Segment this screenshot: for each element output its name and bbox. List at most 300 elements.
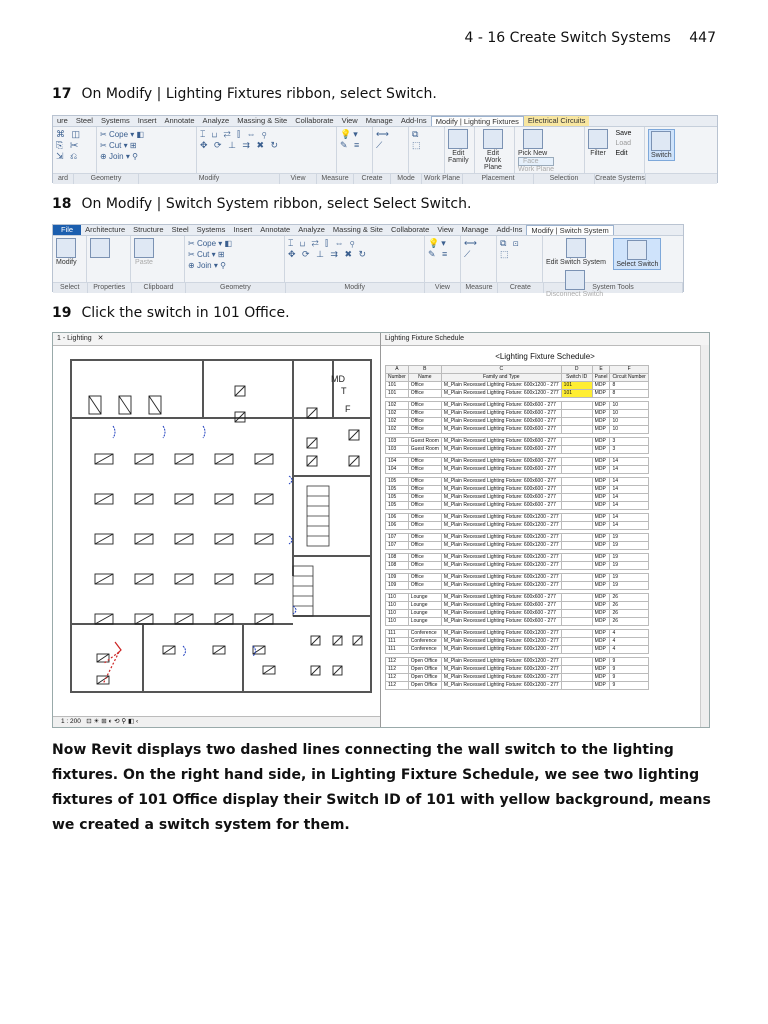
tab-collaborate[interactable]: Collaborate	[390, 225, 430, 234]
tab-architecture[interactable]: Architecture	[85, 225, 126, 234]
table-cell[interactable]: 101	[561, 390, 592, 398]
schedule-tab[interactable]: Lighting Fixture Schedule	[381, 333, 709, 346]
table-cell[interactable]: M_Plain Recessed Lighting Fixture: 600x1200 - 277	[441, 522, 561, 530]
table-row[interactable]	[386, 562, 649, 570]
table-cell[interactable]	[561, 582, 592, 590]
table-cell[interactable]	[561, 666, 592, 674]
table-row[interactable]	[386, 494, 649, 502]
table-row[interactable]	[386, 418, 649, 426]
table-cell[interactable]: 10	[610, 418, 648, 426]
table-cell[interactable]: Guest Room	[408, 446, 441, 454]
tab-manage[interactable]: Manage	[365, 116, 393, 125]
table-row[interactable]	[386, 522, 649, 530]
table-row[interactable]	[386, 574, 649, 582]
fixture-diagonal	[95, 494, 113, 504]
table-cell[interactable]: Office	[408, 582, 441, 590]
table-cell[interactable]: MDP	[592, 494, 610, 502]
edit-switch-system-button[interactable]: Edit Switch System	[546, 238, 606, 266]
table-cell[interactable]: MDP	[592, 438, 610, 446]
table-cell[interactable]	[561, 426, 592, 434]
table-cell[interactable]: M_Plain Recessed Lighting Fixture: 600x600 - 277	[441, 418, 561, 426]
table-cell[interactable]	[561, 494, 592, 502]
table-cell[interactable]: 110	[386, 618, 409, 626]
table-cell[interactable]: M_Plain Recessed Lighting Fixture: 600x600 - 277	[441, 486, 561, 494]
table-cell[interactable]: M_Plain Recessed Lighting Fixture: 600x1200 - 277	[441, 574, 561, 582]
table-cell[interactable]: MDP	[592, 534, 610, 542]
tab-analyze[interactable]: Analyze	[202, 116, 230, 125]
table-cell[interactable]: Office	[408, 542, 441, 550]
join-button[interactable]: Join	[108, 152, 124, 161]
paste-button[interactable]: Paste	[134, 238, 154, 266]
table-cell[interactable]	[561, 522, 592, 530]
cope-button[interactable]: Cope	[108, 130, 129, 139]
table-cell[interactable]	[561, 466, 592, 474]
table-cell[interactable]: 14	[610, 458, 648, 466]
table-cell[interactable]: 14	[610, 522, 648, 530]
table-cell[interactable]: 112	[386, 666, 409, 674]
table-row[interactable]	[386, 682, 649, 690]
table-cell[interactable]: M_Plain Recessed Lighting Fixture: 600x600 - 277	[441, 594, 561, 602]
tab-structure[interactable]: Structure	[133, 225, 164, 234]
table-row[interactable]	[386, 458, 649, 466]
scale-label[interactable]: 1 : 200	[61, 718, 81, 725]
tab-add-ins[interactable]: Add-Ins	[496, 225, 523, 234]
table-cell[interactable]: 111	[386, 630, 409, 638]
table-cell[interactable]: 9	[610, 658, 648, 666]
table-cell[interactable]: 111	[386, 638, 409, 646]
table-cell[interactable]: Open Office	[408, 666, 441, 674]
table-row[interactable]	[386, 582, 649, 590]
table-cell[interactable]: 9	[610, 682, 648, 690]
table-cell[interactable]: 10	[610, 402, 648, 410]
table-cell[interactable]	[561, 438, 592, 446]
table-cell[interactable]: M_Plain Recessed Lighting Fixture: 600x1200 - 277	[441, 382, 561, 390]
panel-label: Create	[498, 283, 544, 293]
table-cell[interactable]: MDP	[592, 446, 610, 454]
table-cell[interactable]: 104	[386, 466, 409, 474]
table-cell[interactable]	[561, 542, 592, 550]
table-cell[interactable]	[561, 630, 592, 638]
table-cell[interactable]	[561, 446, 592, 454]
table-cell[interactable]: M_Plain Recessed Lighting Fixture: 600x600 - 277	[441, 502, 561, 510]
table-cell[interactable]: Office	[408, 494, 441, 502]
panel-label: Properties	[88, 283, 132, 293]
table-cell[interactable]: 9	[610, 674, 648, 682]
table-cell[interactable]: M_Plain Recessed Lighting Fixture: 600x1200 - 277	[441, 562, 561, 570]
table-row[interactable]	[386, 438, 649, 446]
table-cell[interactable]: Office	[408, 382, 441, 390]
table-cell[interactable]: Lounge	[408, 610, 441, 618]
table-cell[interactable]	[561, 618, 592, 626]
tab-modify-lighting-fixtures[interactable]: Modify | Lighting Fixtures	[431, 116, 524, 126]
table-cell[interactable]: Office	[408, 514, 441, 522]
table-row[interactable]	[386, 466, 649, 474]
table-cell[interactable]: Office	[408, 410, 441, 418]
table-cell[interactable]	[561, 638, 592, 646]
table-row[interactable]	[386, 426, 649, 434]
table-cell[interactable]: M_Plain Recessed Lighting Fixture: 600x1200 - 277	[441, 554, 561, 562]
table-cell[interactable]: 101	[561, 382, 592, 390]
tab-collaborate[interactable]: Collaborate	[295, 116, 334, 125]
table-cell[interactable]: Office	[408, 486, 441, 494]
table-cell[interactable]: MDP	[592, 478, 610, 486]
table-cell[interactable]: 102	[386, 410, 409, 418]
table-cell[interactable]	[561, 682, 592, 690]
tab-systems[interactable]: Systems	[196, 225, 226, 234]
table-cell[interactable]	[561, 674, 592, 682]
table-row[interactable]	[386, 618, 649, 626]
table-cell[interactable]: 112	[386, 674, 409, 682]
table-cell[interactable]: M_Plain Recessed Lighting Fixture: 600x1200 - 277	[441, 514, 561, 522]
table-cell[interactable]: 3	[610, 438, 648, 446]
table-row[interactable]	[386, 602, 649, 610]
table-cell[interactable]: M_Plain Recessed Lighting Fixture: 600x1200 - 277	[441, 542, 561, 550]
tab-view[interactable]: View	[341, 116, 358, 125]
table-row[interactable]	[386, 638, 649, 646]
tab-steel[interactable]: Steel	[171, 225, 189, 234]
load-button[interactable]: Load	[615, 140, 632, 147]
close-icon[interactable]: ✕	[97, 335, 104, 342]
table-cell[interactable]: 105	[386, 494, 409, 502]
table-cell[interactable]: Office	[408, 554, 441, 562]
tab-insert[interactable]: Insert	[137, 116, 157, 125]
tab-systems[interactable]: Systems	[100, 116, 130, 125]
table-cell[interactable]: MDP	[592, 658, 610, 666]
table-cell[interactable]: 9	[610, 666, 648, 674]
table-cell[interactable]: M_Plain Recessed Lighting Fixture: 600x1200 - 277	[441, 646, 561, 654]
table-cell[interactable]: 103	[386, 446, 409, 454]
table-cell[interactable]: 102	[386, 402, 409, 410]
table-cell[interactable]: 105	[386, 478, 409, 486]
tab-electrical-circuits[interactable]: Electrical Circuits	[524, 116, 590, 126]
table-cell[interactable]: Office	[408, 390, 441, 398]
table-cell[interactable]: MDP	[592, 582, 610, 590]
tab-annotate[interactable]: Annotate	[164, 116, 195, 125]
table-cell[interactable]	[561, 502, 592, 510]
filter-button[interactable]: Filter	[588, 129, 608, 157]
table-cell[interactable]: 112	[386, 682, 409, 690]
table-cell[interactable]: MDP	[592, 514, 610, 522]
table-cell[interactable]: 108	[386, 562, 409, 570]
table-cell[interactable]: Office	[408, 534, 441, 542]
table-cell[interactable]: 110	[386, 602, 409, 610]
table-cell[interactable]: Office	[408, 522, 441, 530]
table-cell[interactable]: M_Plain Recessed Lighting Fixture: 600x1200 - 277	[441, 582, 561, 590]
table-cell[interactable]: MDP	[592, 390, 610, 398]
table-row[interactable]	[386, 478, 649, 486]
table-cell[interactable]: Office	[408, 562, 441, 570]
schedule-table[interactable]	[385, 365, 649, 690]
table-cell[interactable]: Office	[408, 458, 441, 466]
table-cell[interactable]: Conference	[408, 638, 441, 646]
table-cell[interactable]: 3	[610, 446, 648, 454]
table-row[interactable]	[386, 514, 649, 522]
tab-annotate[interactable]: Annotate	[260, 225, 291, 234]
table-cell[interactable]: MDP	[592, 458, 610, 466]
table-cell[interactable]: Conference	[408, 630, 441, 638]
table-cell[interactable]: MDP	[592, 666, 610, 674]
table-cell[interactable]: 14	[610, 502, 648, 510]
edit-button[interactable]: Edit	[615, 150, 628, 157]
table-cell[interactable]: MDP	[592, 682, 610, 690]
table-cell[interactable]	[561, 554, 592, 562]
table-cell[interactable]: 4	[610, 638, 648, 646]
table-cell[interactable]: MDP	[592, 618, 610, 626]
table-row[interactable]	[386, 542, 649, 550]
tab-analyze[interactable]: Analyze	[298, 225, 325, 234]
table-cell[interactable]: M_Plain Recessed Lighting Fixture: 600x600 - 277	[441, 466, 561, 474]
table-cell[interactable]: Office	[408, 502, 441, 510]
column-header[interactable]: Switch ID	[561, 374, 592, 382]
table-cell[interactable]: 26	[610, 594, 648, 602]
table-cell[interactable]: MDP	[592, 554, 610, 562]
table-cell[interactable]: MDP	[592, 426, 610, 434]
table-row[interactable]	[386, 610, 649, 618]
table-cell[interactable]: MDP	[592, 602, 610, 610]
table-cell[interactable]	[561, 478, 592, 486]
table-cell[interactable]: 8	[610, 382, 648, 390]
table-cell[interactable]: 105	[386, 486, 409, 494]
column-header[interactable]: Name	[408, 374, 441, 382]
table-cell[interactable]: MDP	[592, 594, 610, 602]
table-cell[interactable]: M_Plain Recessed Lighting Fixture: 600x1200 - 277	[441, 674, 561, 682]
table-row[interactable]	[386, 658, 649, 666]
table-cell[interactable]: MDP	[592, 638, 610, 646]
fixture-diagonal	[95, 614, 113, 624]
edit-work-plane-button[interactable]: Edit Work Plane	[478, 129, 508, 171]
table-cell[interactable]	[561, 486, 592, 494]
table-row[interactable]	[386, 446, 649, 454]
table-cell[interactable]: 19	[610, 554, 648, 562]
table-cell[interactable]: Office	[408, 478, 441, 486]
table-cell[interactable]: M_Plain Recessed Lighting Fixture: 600x600 - 277	[441, 458, 561, 466]
table-cell[interactable]: MDP	[592, 486, 610, 494]
table-cell[interactable]: MDP	[592, 562, 610, 570]
table-cell[interactable]: MDP	[592, 674, 610, 682]
table-cell[interactable]: 19	[610, 582, 648, 590]
table-cell[interactable]: Office	[408, 402, 441, 410]
edit-family-button[interactable]: Edit Family	[448, 129, 469, 164]
column-header[interactable]: Family and Type	[441, 374, 561, 382]
modify-button[interactable]: Modify	[56, 238, 77, 266]
table-row[interactable]	[386, 502, 649, 510]
table-cell[interactable]: M_Plain Recessed Lighting Fixture: 600x600 - 277	[441, 610, 561, 618]
table-row[interactable]	[386, 630, 649, 638]
table-row[interactable]	[386, 410, 649, 418]
table-cell[interactable]: 106	[386, 514, 409, 522]
table-cell[interactable]	[561, 418, 592, 426]
table-cell[interactable]: 107	[386, 534, 409, 542]
table-row[interactable]	[386, 390, 649, 398]
table-cell[interactable]: MDP	[592, 542, 610, 550]
table-cell[interactable]: 110	[386, 594, 409, 602]
tab-file[interactable]: File	[53, 225, 81, 235]
table-cell[interactable]: 107	[386, 542, 409, 550]
table-cell[interactable]: MDP	[592, 502, 610, 510]
table-cell[interactable]: Lounge	[408, 594, 441, 602]
column-header[interactable]: Panel	[592, 374, 610, 382]
fixture-diagonal	[349, 430, 359, 440]
table-cell[interactable]: 14	[610, 494, 648, 502]
table-cell[interactable]: Conference	[408, 646, 441, 654]
properties-button[interactable]	[90, 238, 110, 259]
join-button[interactable]: Join	[196, 261, 212, 270]
cut-button[interactable]: Cut	[108, 141, 122, 150]
table-cell[interactable]: 14	[610, 478, 648, 486]
table-row[interactable]	[386, 402, 649, 410]
select-switch-button[interactable]: Select Switch	[613, 238, 661, 270]
table-cell[interactable]: 102	[386, 426, 409, 434]
table-cell[interactable]: MDP	[592, 646, 610, 654]
tab-view[interactable]: View	[437, 225, 454, 234]
table-cell[interactable]	[561, 514, 592, 522]
view-control-bar[interactable]: 1 : 200 ⊡ ☀ ⊞ ◐ ⟲ ⚲ ◧ ‹	[53, 716, 380, 727]
table-row[interactable]	[386, 666, 649, 674]
table-cell[interactable]: 108	[386, 554, 409, 562]
table-cell[interactable]: 103	[386, 438, 409, 446]
table-row[interactable]	[386, 646, 649, 654]
tab-add-ins[interactable]: Add-Ins	[400, 116, 427, 125]
table-cell[interactable]: 10	[610, 410, 648, 418]
table-cell[interactable]	[561, 594, 592, 602]
table-cell[interactable]: M_Plain Recessed Lighting Fixture: 600x600 - 277	[441, 478, 561, 486]
table-cell[interactable]: MDP	[592, 522, 610, 530]
table-cell[interactable]	[561, 410, 592, 418]
table-cell[interactable]: 105	[386, 502, 409, 510]
pick-new-button[interactable]: Pick New	[518, 129, 547, 157]
table-cell[interactable]: M_Plain Recessed Lighting Fixture: 600x600 - 277	[441, 426, 561, 434]
table-cell[interactable]: M_Plain Recessed Lighting Fixture: 600x600 - 277	[441, 446, 561, 454]
table-cell[interactable]: 102	[386, 418, 409, 426]
table-cell[interactable]: M_Plain Recessed Lighting Fixture: 600x1200 - 277	[441, 390, 561, 398]
cut-button[interactable]: Cut	[196, 250, 210, 259]
tab-massing-site[interactable]: Massing & Site	[332, 225, 383, 234]
cope-button[interactable]: Cope	[196, 239, 217, 248]
table-row[interactable]	[386, 554, 649, 562]
table-cell[interactable]	[561, 574, 592, 582]
table-row[interactable]	[386, 674, 649, 682]
table-cell[interactable]	[561, 646, 592, 654]
table-cell[interactable]: MDP	[592, 418, 610, 426]
table-cell[interactable]	[561, 458, 592, 466]
table-cell[interactable]	[561, 658, 592, 666]
tab-ure[interactable]: ure	[57, 116, 68, 125]
column-header[interactable]: Circuit Number	[610, 374, 648, 382]
table-cell[interactable]: Office	[408, 466, 441, 474]
disconnect-switch-button[interactable]: Disconnect Switch	[546, 270, 603, 298]
table-cell[interactable]: 106	[386, 522, 409, 530]
table-cell[interactable]: MDP	[592, 574, 610, 582]
table-cell[interactable]: 110	[386, 610, 409, 618]
work-plane-option[interactable]: Work Plane	[518, 166, 555, 173]
vertical-scrollbar[interactable]	[700, 345, 709, 727]
view-tab[interactable]: 1 - Lighting ✕	[53, 333, 380, 346]
table-cell[interactable]	[561, 534, 592, 542]
table-row[interactable]	[386, 486, 649, 494]
table-cell[interactable]: 109	[386, 574, 409, 582]
tab-massing-site[interactable]: Massing & Site	[237, 116, 288, 125]
table-cell[interactable]: Lounge	[408, 618, 441, 626]
table-cell[interactable]: M_Plain Recessed Lighting Fixture: 600x1200 - 277	[441, 638, 561, 646]
table-cell[interactable]: Office	[408, 574, 441, 582]
table-cell[interactable]: 26	[610, 610, 648, 618]
table-cell[interactable]: MDP	[592, 630, 610, 638]
tab-insert[interactable]: Insert	[233, 225, 253, 234]
table-cell[interactable]: Office	[408, 426, 441, 434]
table-cell[interactable]: 14	[610, 514, 648, 522]
table-cell[interactable]	[561, 602, 592, 610]
table-cell[interactable]: M_Plain Recessed Lighting Fixture: 600x1200 - 277	[441, 630, 561, 638]
table-cell[interactable]: M_Plain Recessed Lighting Fixture: 600x600 - 277	[441, 402, 561, 410]
fixture-diagonal	[97, 676, 109, 684]
save-button[interactable]: Save	[615, 130, 632, 137]
table-cell[interactable]	[561, 402, 592, 410]
table-cell[interactable]	[561, 610, 592, 618]
table-cell[interactable]: M_Plain Recessed Lighting Fixture: 600x600 - 277	[441, 410, 561, 418]
table-cell[interactable]: Open Office	[408, 658, 441, 666]
table-cell[interactable]: 101	[386, 390, 409, 398]
table-cell[interactable]: 4	[610, 646, 648, 654]
table-cell[interactable]: 19	[610, 534, 648, 542]
table-cell[interactable]: 19	[610, 562, 648, 570]
floor-plan-canvas[interactable]	[53, 346, 380, 716]
table-cell[interactable]: 101	[386, 382, 409, 390]
table-cell[interactable]: M_Plain Recessed Lighting Fixture: 600x1200 - 277	[441, 658, 561, 666]
table-cell[interactable]: 112	[386, 658, 409, 666]
table-cell[interactable]: M_Plain Recessed Lighting Fixture: 600x1200 - 277	[441, 534, 561, 542]
face-option[interactable]: Face	[518, 157, 554, 166]
table-cell[interactable]: MDP	[592, 466, 610, 474]
table-cell[interactable]: Guest Room	[408, 438, 441, 446]
table-cell[interactable]: M_Plain Recessed Lighting Fixture: 600x1200 - 277	[441, 666, 561, 674]
table-cell[interactable]: MDP	[592, 410, 610, 418]
switch-button[interactable]: Switch	[648, 129, 675, 161]
table-cell[interactable]: 26	[610, 618, 648, 626]
table-cell[interactable]: 4	[610, 630, 648, 638]
table-cell[interactable]: 26	[610, 602, 648, 610]
table-cell[interactable]: Office	[408, 418, 441, 426]
table-cell[interactable]: 14	[610, 466, 648, 474]
table-cell[interactable]: M_Plain Recessed Lighting Fixture: 600x600 - 277	[441, 618, 561, 626]
table-cell[interactable]: 14	[610, 486, 648, 494]
table-cell[interactable]: MDP	[592, 402, 610, 410]
tab-steel[interactable]: Steel	[75, 116, 93, 125]
table-cell[interactable]: MDP	[592, 382, 610, 390]
table-cell[interactable]: 19	[610, 574, 648, 582]
table-row[interactable]	[386, 534, 649, 542]
table-cell[interactable]: 10	[610, 426, 648, 434]
table-cell[interactable]: 19	[610, 542, 648, 550]
table-cell[interactable]: M_Plain Recessed Lighting Fixture: 600x600 - 277	[441, 438, 561, 446]
table-cell[interactable]: Open Office	[408, 682, 441, 690]
table-cell[interactable]: M_Plain Recessed Lighting Fixture: 600x600 - 277	[441, 494, 561, 502]
table-cell[interactable]: Lounge	[408, 602, 441, 610]
table-cell[interactable]: MDP	[592, 610, 610, 618]
column-header[interactable]: Number	[386, 374, 409, 382]
table-cell[interactable]: 8	[610, 390, 648, 398]
table-cell[interactable]: 111	[386, 646, 409, 654]
table-cell[interactable]: 109	[386, 582, 409, 590]
table-row[interactable]	[386, 594, 649, 602]
tab-manage[interactable]: Manage	[461, 225, 489, 234]
table-cell[interactable]: 104	[386, 458, 409, 466]
table-row[interactable]	[386, 382, 649, 390]
table-cell[interactable]: M_Plain Recessed Lighting Fixture: 600x1200 - 277	[441, 682, 561, 690]
tab-modify-switch-system[interactable]: Modify | Switch System	[526, 225, 613, 235]
table-cell[interactable]: Open Office	[408, 674, 441, 682]
table-cell[interactable]	[561, 562, 592, 570]
table-cell[interactable]: M_Plain Recessed Lighting Fixture: 600x600 - 277	[441, 602, 561, 610]
